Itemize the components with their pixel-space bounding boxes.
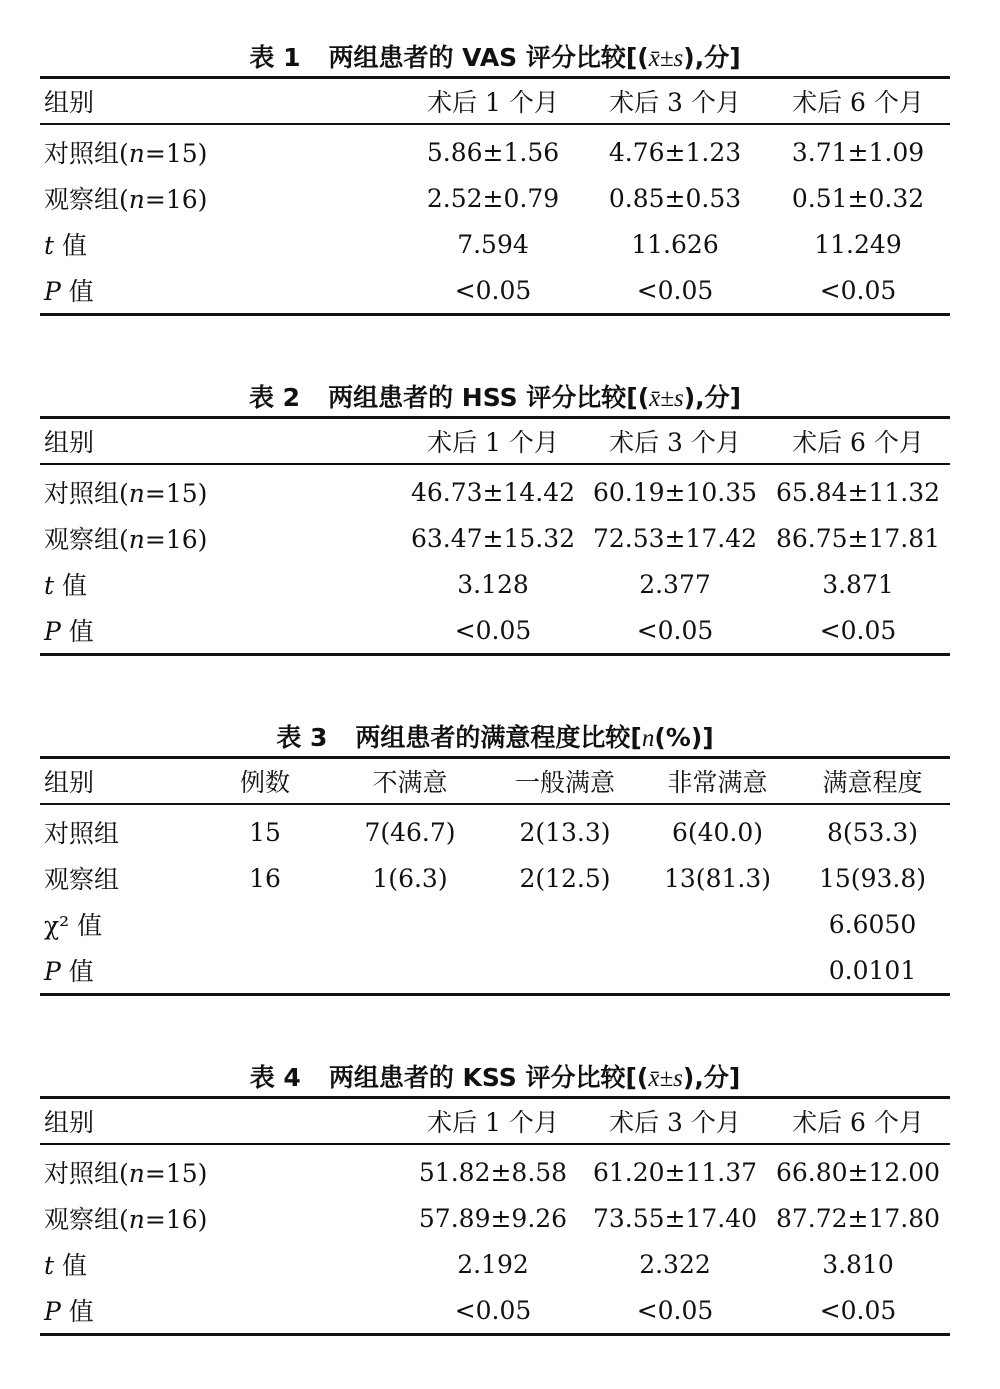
table-cell: 65.84±11.32 xyxy=(775,477,941,507)
header-row xyxy=(40,78,950,125)
table-cell: <0.05 xyxy=(454,615,532,645)
table-2-title: 表 2 两组患者的 HSS 评分比较[(x̄±s),分] xyxy=(248,383,742,412)
table-cell xyxy=(330,901,490,947)
table-cell: 7.594 xyxy=(457,229,529,259)
table-cell xyxy=(490,947,640,995)
table-row xyxy=(40,464,950,515)
row-label: 观察组(n=16) xyxy=(44,1205,208,1234)
row-label: 对照组(n=15) xyxy=(44,1159,208,1188)
table-cell xyxy=(640,901,795,947)
table-4 xyxy=(40,1096,950,1336)
table-row xyxy=(40,901,950,947)
table-cell: 3.71±1.09 xyxy=(791,137,925,167)
table-2-block xyxy=(40,380,950,656)
column-header: 术后 3 个月 xyxy=(609,88,741,117)
table-cell: 2.377 xyxy=(639,569,711,599)
row-label: t 值 xyxy=(44,231,87,260)
column-header: 非常满意 xyxy=(667,768,768,797)
table-cell: 46.73±14.42 xyxy=(410,477,576,507)
column-header: 一般满意 xyxy=(514,768,615,797)
table-row xyxy=(40,947,950,995)
table-row xyxy=(40,804,950,855)
table-cell xyxy=(490,901,640,947)
table-1-block xyxy=(40,40,950,316)
table-cell: 3.871 xyxy=(822,569,894,599)
row-label: P 值 xyxy=(44,1297,94,1326)
table-cell: 4.76±1.23 xyxy=(608,137,742,167)
table-cell: <0.05 xyxy=(819,1295,897,1325)
row-label: 对照组(n=15) xyxy=(44,479,208,508)
table-cell: 5.86±1.56 xyxy=(426,137,560,167)
table-cell: 11.249 xyxy=(814,229,902,259)
table-cell: 6.6050 xyxy=(828,909,917,939)
table-cell: 15(93.8) xyxy=(819,863,926,893)
table-row xyxy=(40,607,950,655)
table-row xyxy=(40,1241,950,1287)
column-header: 术后 6 个月 xyxy=(792,428,924,457)
table-cell: 1(6.3) xyxy=(372,863,448,893)
table-cell: <0.05 xyxy=(636,275,714,305)
table-cell: 6(40.0) xyxy=(671,817,764,847)
column-header: 术后 6 个月 xyxy=(792,88,924,117)
table-cell: 8(53.3) xyxy=(826,817,919,847)
table-cell: 51.82±8.58 xyxy=(418,1157,568,1187)
table-cell: <0.05 xyxy=(819,275,897,305)
table-cell xyxy=(330,947,490,995)
table-cell: 15 xyxy=(249,817,281,847)
row-label: χ² 值 xyxy=(44,911,103,940)
table-cell: 2.52±0.79 xyxy=(426,183,560,213)
table-cell: <0.05 xyxy=(636,615,714,645)
table-cell: 0.0101 xyxy=(828,955,917,985)
column-header: 组别 xyxy=(44,88,95,117)
table-cell: <0.05 xyxy=(454,1295,532,1325)
table-cell xyxy=(200,901,330,947)
table-row xyxy=(40,1144,950,1195)
table-cell: 2(13.3) xyxy=(519,817,611,847)
table-1-title: 表 1 两组患者的 VAS 评分比较[(x̄±s),分] xyxy=(249,43,741,72)
table-row xyxy=(40,1287,950,1335)
table-3-block xyxy=(40,720,950,996)
table-cell: 2.322 xyxy=(639,1249,711,1279)
table-row xyxy=(40,267,950,315)
table-cell: 3.128 xyxy=(457,569,529,599)
table-cell: 11.626 xyxy=(631,229,719,259)
row-label: t 值 xyxy=(44,571,87,600)
table-cell: <0.05 xyxy=(454,275,532,305)
column-header: 组别 xyxy=(44,428,95,457)
header-row xyxy=(40,418,950,465)
column-header: 例数 xyxy=(239,768,290,797)
column-header: 满意程度 xyxy=(822,768,923,797)
table-cell xyxy=(640,947,795,995)
row-label: 观察组 xyxy=(44,865,120,894)
table-cell: 86.75±17.81 xyxy=(775,523,941,553)
table-1 xyxy=(40,76,950,316)
table-cell: 2(12.5) xyxy=(519,863,611,893)
column-header: 术后 1 个月 xyxy=(427,1108,559,1137)
table-3-title: 表 3 两组患者的满意程度比较[n(%)] xyxy=(276,723,714,752)
row-label: P 值 xyxy=(44,957,94,986)
table-cell xyxy=(200,947,330,995)
table-cell: 13(81.3) xyxy=(664,863,771,893)
row-label: P 值 xyxy=(44,277,94,306)
table-row xyxy=(40,561,950,607)
table-row xyxy=(40,515,950,561)
table-cell: 60.19±10.35 xyxy=(592,477,758,507)
column-header: 术后 3 个月 xyxy=(609,428,741,457)
table-2 xyxy=(40,416,950,656)
row-label: 观察组(n=16) xyxy=(44,525,208,554)
table-cell: 2.192 xyxy=(457,1249,529,1279)
column-header: 术后 1 个月 xyxy=(427,428,559,457)
table-row xyxy=(40,1195,950,1241)
table-row xyxy=(40,124,950,175)
table-row xyxy=(40,855,950,901)
table-cell: <0.05 xyxy=(636,1295,714,1325)
column-header: 术后 3 个月 xyxy=(609,1108,741,1137)
row-label: 对照组 xyxy=(44,819,120,848)
row-label: t 值 xyxy=(44,1251,87,1280)
column-header: 术后 6 个月 xyxy=(792,1108,924,1137)
table-4-block xyxy=(40,1060,950,1336)
column-header: 不满意 xyxy=(372,768,448,797)
table-cell: 87.72±17.80 xyxy=(775,1203,941,1233)
header-row xyxy=(40,758,950,805)
row-label: 对照组(n=15) xyxy=(44,139,208,168)
row-label: 观察组(n=16) xyxy=(44,185,208,214)
column-header: 术后 1 个月 xyxy=(427,88,559,117)
table-cell: 63.47±15.32 xyxy=(410,523,576,553)
table-3 xyxy=(40,756,950,996)
table-cell: 0.85±0.53 xyxy=(608,183,742,213)
table-cell: 0.51±0.32 xyxy=(791,183,925,213)
table-cell: 57.89±9.26 xyxy=(418,1203,568,1233)
table-cell: 72.53±17.42 xyxy=(592,523,758,553)
table-4-title: 表 4 两组患者的 KSS 评分比较[(x̄±s),分] xyxy=(249,1063,741,1092)
column-header: 组别 xyxy=(44,1108,95,1137)
table-cell: 66.80±12.00 xyxy=(775,1157,941,1187)
row-label: P 值 xyxy=(44,617,94,646)
table-cell: <0.05 xyxy=(819,615,897,645)
table-cell: 3.810 xyxy=(822,1249,894,1279)
table-cell: 7(46.7) xyxy=(364,817,456,847)
table-row xyxy=(40,175,950,221)
table-cell: 16 xyxy=(249,863,281,893)
table-row xyxy=(40,221,950,267)
column-header: 组别 xyxy=(44,768,95,797)
header-row xyxy=(40,1098,950,1145)
table-cell: 61.20±11.37 xyxy=(592,1157,758,1187)
table-cell: 73.55±17.40 xyxy=(592,1203,758,1233)
